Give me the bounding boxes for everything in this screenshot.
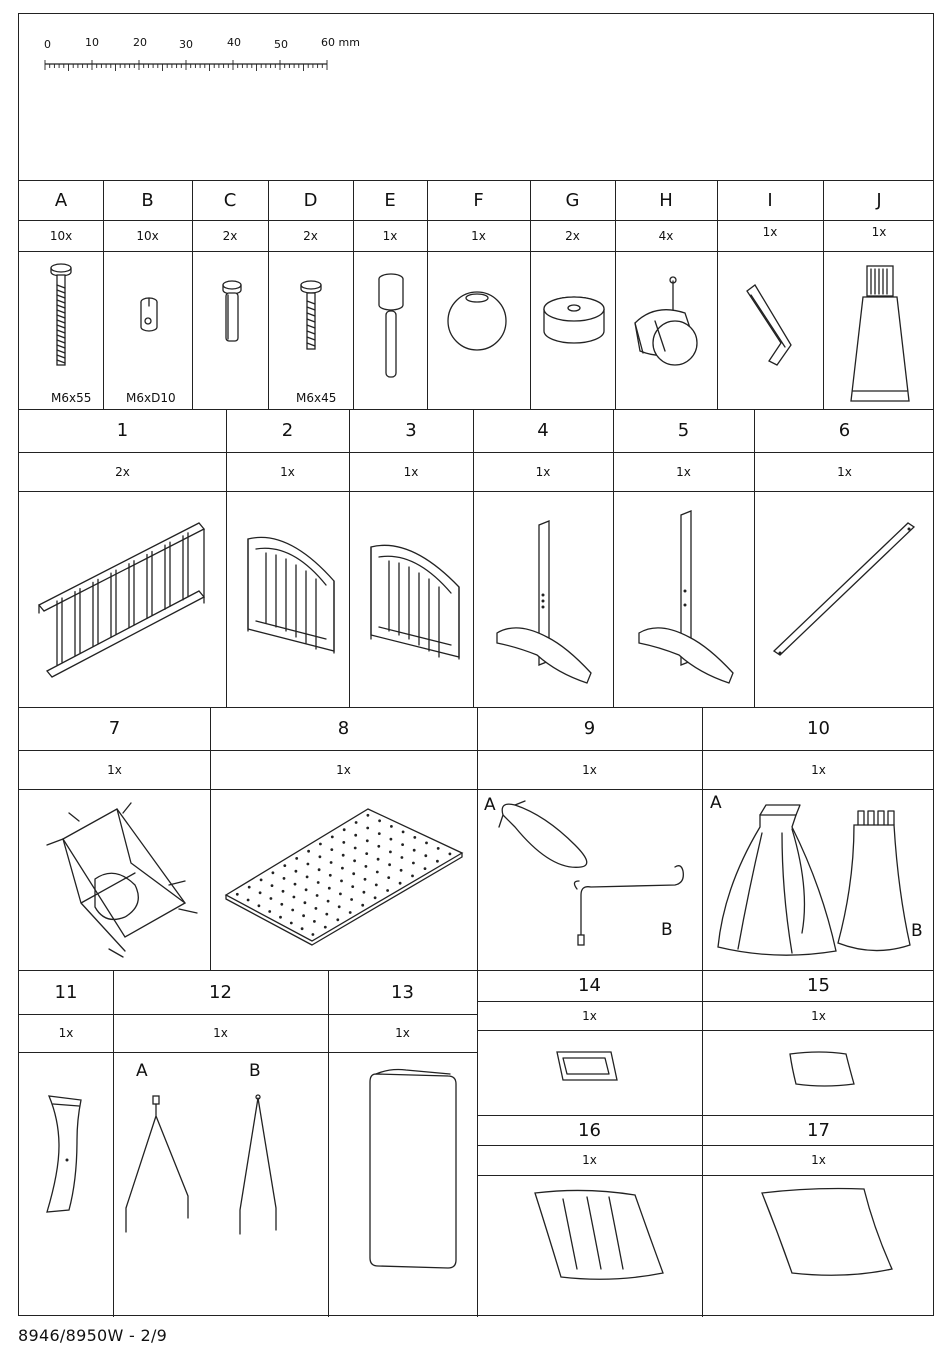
caster-wheel-icon (615, 251, 717, 409)
part-B-label: B (141, 189, 154, 211)
part-13-qty: 1x (395, 1026, 410, 1040)
part-10-qty: 1x (811, 762, 826, 777)
canopy-holder-icon (477, 789, 702, 970)
glue-tube-icon (823, 251, 935, 409)
part-5-label: 5 (677, 420, 690, 441)
part-4-qty: 1x (535, 464, 551, 479)
end-panel-icon (226, 491, 349, 707)
part-7-label: 7 (108, 718, 121, 739)
part-2-qty: 1x (280, 464, 295, 479)
part-12-A-label: A (136, 1061, 148, 1081)
part-E-qty: 1x (382, 228, 398, 243)
part-9-label: 9 (583, 718, 596, 739)
part-9-B-label: B (661, 920, 673, 940)
part-15-label: 15 (807, 975, 830, 996)
quilt-icon (477, 1175, 702, 1317)
mattress-icon (328, 1052, 477, 1317)
part-10-B-label: B (911, 921, 923, 941)
part-12-label: 12 (209, 981, 232, 1003)
part-6-label: 6 (838, 420, 851, 441)
barrel-nut-icon (103, 251, 192, 409)
disc-icon (530, 251, 615, 409)
part-J-qty: 1x (871, 224, 887, 239)
part-G-qty: 2x (565, 228, 580, 243)
part-5-qty: 1x (676, 464, 691, 479)
bolt-icon (19, 251, 103, 409)
part-10-A-label: A (710, 793, 722, 813)
part-1-qty: 2x (115, 464, 130, 479)
part-8-label: 8 (337, 718, 350, 739)
ruler-tick-0: 0 (44, 38, 51, 51)
parts-sheet (18, 13, 934, 1316)
part-11-qty: 1x (58, 1026, 74, 1040)
part-16-qty: 1x (582, 1153, 597, 1167)
peg-icon (353, 251, 427, 409)
clip-icon (19, 1052, 113, 1317)
ruler-tick-20: 20 (133, 36, 147, 49)
part-J-label: J (876, 189, 882, 211)
part-D-qty: 2x (303, 228, 318, 243)
part-7-qty: 1x (107, 762, 122, 777)
part-9-A-label: A (484, 795, 496, 815)
page-footer: 8946/8950W - 2/9 (18, 1326, 168, 1345)
part-6-qty: 1x (837, 464, 852, 479)
part-8-qty: 1x (336, 762, 351, 777)
dowel-pin-icon (192, 251, 268, 409)
part-3-qty: 1x (403, 464, 419, 479)
wire-holder-icon (113, 1052, 328, 1317)
base-board-icon (210, 789, 477, 970)
ruler-tick-50: 50 (274, 38, 288, 51)
part-13-label: 13 (391, 981, 414, 1003)
part-F-qty: 1x (471, 228, 486, 243)
part-E-label: E (384, 189, 396, 211)
end-panel-icon (349, 491, 473, 707)
part-11-label: 11 (54, 981, 78, 1003)
allen-key-icon (717, 251, 823, 409)
part-2-label: 2 (281, 420, 294, 441)
measurement-ruler-area (19, 14, 933, 181)
part-D-size: M6x45 (296, 391, 337, 405)
part-A-size: M6x55 (51, 391, 92, 405)
part-4-label: 4 (537, 420, 549, 441)
part-A-label: A (54, 189, 68, 211)
part-F-label: F (473, 189, 484, 211)
part-3-label: 3 (405, 420, 417, 441)
ruler-tick-40: 40 (227, 36, 241, 49)
ruler-tick-10: 10 (85, 36, 99, 49)
part-C-label: C (223, 189, 237, 211)
part-12-B-label: B (249, 1061, 261, 1081)
part-C-qty: 2x (222, 228, 238, 243)
part-14-label: 14 (578, 975, 601, 996)
part-B-size: M6xD10 (126, 391, 176, 405)
part-G-label: G (565, 189, 580, 211)
part-17-label: 17 (807, 1119, 830, 1141)
stand-leg-icon (613, 491, 754, 707)
side-rail-panel-icon (19, 491, 226, 707)
ruler-tick-60: 60 mm (321, 36, 360, 49)
part-17-qty: 1x (811, 1153, 826, 1167)
ruler-tick-30: 30 (179, 38, 193, 51)
part-14-qty: 1x (582, 1008, 597, 1023)
ruler-scale (43, 54, 363, 84)
part-D-label: D (303, 189, 318, 211)
canopy-icon (702, 789, 935, 970)
crossbar-icon (754, 491, 935, 707)
pillow-icon (702, 1175, 935, 1317)
part-10-label: 10 (807, 718, 830, 739)
part-12-qty: 1x (213, 1026, 228, 1040)
part-B-qty: 10x (136, 228, 159, 243)
strap-icon (477, 1030, 702, 1115)
part-H-label: H (659, 189, 673, 211)
part-A-qty: 10x (49, 228, 73, 243)
bumper-liner-icon (19, 789, 210, 970)
ball-icon (427, 251, 530, 409)
bolt-icon (268, 251, 353, 409)
part-1-label: 1 (116, 420, 129, 441)
pad-icon (702, 1030, 935, 1115)
part-15-qty: 1x (811, 1008, 826, 1023)
part-16-label: 16 (578, 1119, 601, 1141)
part-I-qty: 1x (762, 224, 778, 239)
part-I-label: I (767, 189, 773, 211)
part-H-qty: 4x (658, 228, 674, 243)
part-9-qty: 1x (582, 762, 597, 777)
stand-leg-icon (473, 491, 613, 707)
